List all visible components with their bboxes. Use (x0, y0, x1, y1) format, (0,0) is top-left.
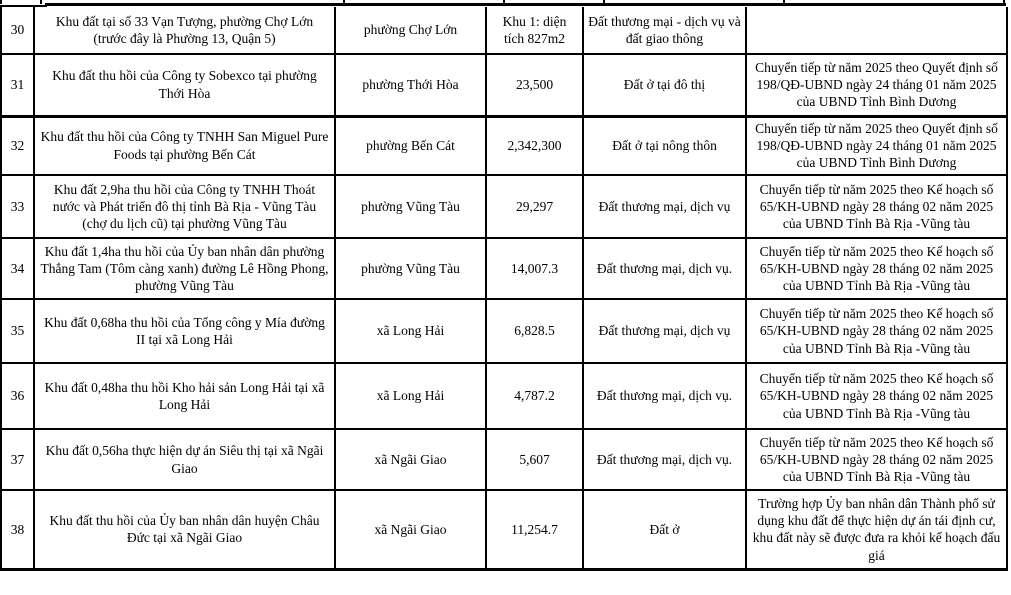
top-strip-divider (40, 0, 42, 4)
plot-description: Khu đất 2,9ha thu hồi của Công ty TNHH Thoát nước và Phát triển đô thị tỉnh Bà Rịa - Vũng Tàu (chợ du lịch cũ) tại phường Vũng Tàu (34, 175, 335, 238)
top-strip-divider (0, 0, 2, 4)
row-number: 30 (1, 7, 34, 54)
top-strip-divider (503, 0, 505, 4)
plot-area: Khu 1: diện tích 827m2 (486, 7, 583, 54)
row-number: 35 (1, 299, 34, 363)
plot-description: Khu đất thu hồi của Ủy ban nhân dân huyện Châu Đức tại xã Ngãi Giao (34, 490, 335, 569)
ward-name: xã Ngãi Giao (335, 490, 486, 569)
table-row (1, 7, 1007, 54)
ward-name: phường Thới Hòa (335, 54, 486, 116)
table-row (1, 54, 1007, 116)
ward-name: xã Long Hải (335, 363, 486, 429)
ward-name: xã Ngãi Giao (335, 429, 486, 490)
land-type: Đất ở tại đô thị (583, 54, 746, 116)
plot-note: Chuyển tiếp từ năm 2025 theo Kế hoạch số 65/KH-UBND ngày 28 tháng 02 năm 2025 của UBND Tỉnh Bà Rịa -Vũng tàu (746, 175, 1007, 238)
row-number: 33 (1, 175, 34, 238)
top-rule-thick (45, 3, 1006, 6)
land-type: Đất thương mại, dịch vụ. (583, 363, 746, 429)
plot-description: Khu đất 0,68ha thu hồi của Tổng công y Mía đường II tại xã Long Hải (34, 299, 335, 363)
ward-name: phường Bến Cát (335, 116, 486, 175)
plot-description: Khu đất tại số 33 Vạn Tượng, phường Chợ Lớn (trước đây là Phường 13, Quận 5) (34, 7, 335, 54)
top-strip-divider (343, 0, 345, 4)
table-row (1, 490, 1007, 569)
plot-note: Chuyển tiếp từ năm 2025 theo Quyết định số 198/QĐ-UBND ngày 24 tháng 01 năm 2025 của UBND Tỉnh Bình Dương (746, 54, 1007, 116)
table-row (1, 116, 1007, 175)
land-type: Đất ở (583, 490, 746, 569)
plot-note: Trường hợp Ủy ban nhân dân Thành phố sử dụng khu đất để thực hiện dự án tái định cư, khu đất này sẽ được đưa ra khỏi kế hoạch đấu giá (746, 490, 1007, 569)
plot-area: 5,607 (486, 429, 583, 490)
ward-name: phường Vũng Tàu (335, 175, 486, 238)
land-type: Đất thương mại, dịch vụ. (583, 429, 746, 490)
plot-area: 11,254.7 (486, 490, 583, 569)
table-row (1, 175, 1007, 238)
plot-area: 2,342,300 (486, 116, 583, 175)
plot-area: 6,828.5 (486, 299, 583, 363)
ward-name: xã Long Hải (335, 299, 486, 363)
plot-description: Khu đất thu hồi của Công ty TNHH San Miguel Pure Foods tại phường Bến Cát (34, 116, 335, 175)
land-type: Đất thương mại - dịch vụ và đất giao thông (583, 7, 746, 54)
table-row (1, 238, 1007, 299)
plot-note: Chuyển tiếp từ năm 2025 theo Kế hoạch số 65/KH-UBND ngày 28 tháng 02 năm 2025 của UBND Tỉnh Bà Rịa -Vũng tàu (746, 299, 1007, 363)
row-number: 34 (1, 238, 34, 299)
plot-description: Khu đất 0,48ha thu hồi Kho hải sản Long Hải tại xã Long Hải (34, 363, 335, 429)
plot-note: Chuyển tiếp từ năm 2025 theo Kế hoạch số 65/KH-UBND ngày 28 tháng 02 năm 2025 của UBND Tỉnh Bà Rịa -Vũng tàu (746, 238, 1007, 299)
plot-area: 29,297 (486, 175, 583, 238)
ward-name: phường Vũng Tàu (335, 238, 486, 299)
top-strip-divider (783, 0, 785, 4)
table-row (1, 299, 1007, 363)
top-strip-divider (603, 0, 605, 4)
plot-note: Chuyển tiếp từ năm 2025 theo Kế hoạch số 65/KH-UBND ngày 28 tháng 02 năm 2025 của UBND Tỉnh Bà Rịa -Vũng tàu (746, 363, 1007, 429)
top-strip-divider (1003, 0, 1005, 4)
land-plots-table (0, 7, 1008, 571)
plot-area: 4,787.2 (486, 363, 583, 429)
row-number: 32 (1, 116, 34, 175)
plot-description: Khu đất 1,4ha thu hồi của Ủy ban nhân dân phường Thắng Tam (Tôm càng xanh) đường Lê Hồng Phong, phường Vũng Tàu (34, 238, 335, 299)
plot-note (746, 7, 1007, 54)
table-row (1, 429, 1007, 490)
ward-name: phường Chợ Lớn (335, 7, 486, 54)
land-type: Đất thương mại, dịch vụ (583, 299, 746, 363)
row-number: 37 (1, 429, 34, 490)
table-row (1, 363, 1007, 429)
land-type: Đất thương mại, dịch vụ. (583, 238, 746, 299)
plot-note: Chuyển tiếp từ năm 2025 theo Quyết định số 198/QĐ-UBND ngày 24 tháng 01 năm 2025 của UBND Tỉnh Bình Dương (746, 116, 1007, 175)
row-number: 31 (1, 54, 34, 116)
row-number: 36 (1, 363, 34, 429)
plot-description: Khu đất 0,56ha thực hiện dự án Siêu thị tại xã Ngãi Giao (34, 429, 335, 490)
land-type: Đất ở tại nông thôn (583, 116, 746, 175)
plot-area: 14,007.3 (486, 238, 583, 299)
plot-description: Khu đất thu hồi của Công ty Sobexco tại phường Thới Hòa (34, 54, 335, 116)
plot-note: Chuyển tiếp từ năm 2025 theo Kế hoạch số 65/KH-UBND ngày 28 tháng 02 năm 2025 của UBND Tỉnh Bà Rịa -Vũng tàu (746, 429, 1007, 490)
land-type: Đất thương mại, dịch vụ (583, 175, 746, 238)
row-number: 38 (1, 490, 34, 569)
plot-area: 23,500 (486, 54, 583, 116)
